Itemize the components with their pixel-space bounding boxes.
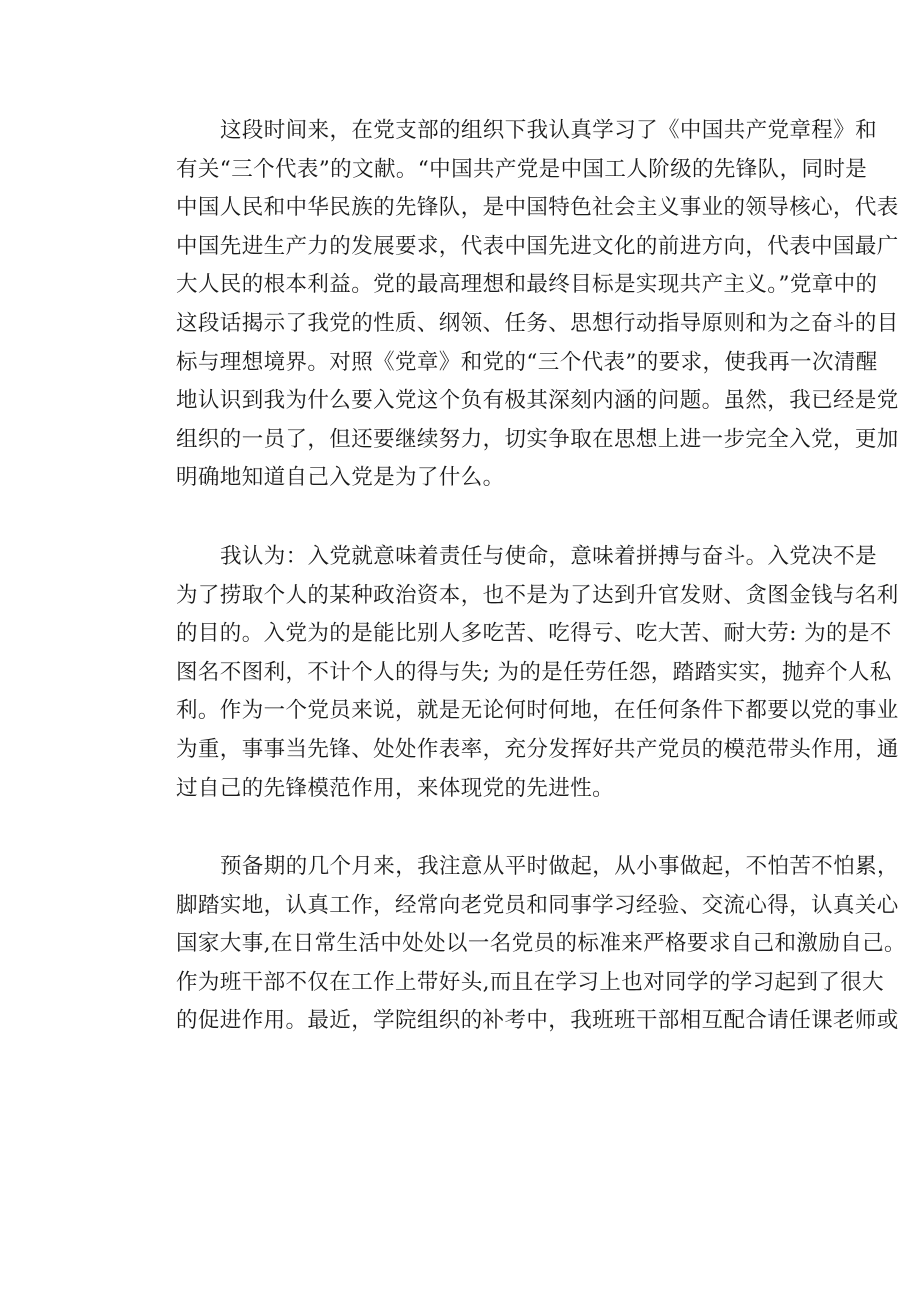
paragraph-line: 预备期的几个月来，我注意从平时做起，从小事做起，不怕苦不怕累，	[220, 854, 899, 880]
paragraph-line: 地认识到我为什么要入党这个负有极其深刻内涵的问题。虽然，我已经是党	[176, 388, 899, 414]
paragraph-line: 的目的。入党为的是能比别人多吃苦、吃得亏、吃大苦、耐大劳: 为的是不	[176, 621, 892, 647]
paragraph-line: 这段话揭示了我党的性质、纲领、任务、思想行动指导原则和为之奋斗的目	[176, 310, 899, 336]
paragraph-line: 有关“三个代表”的文献。“中国共产党是中国工人阶级的先锋队，同时是	[176, 156, 868, 182]
paragraph-line: 为了捞取个人的某种政治资本，也不是为了达到升官发财、贪图金钱与名利	[176, 582, 899, 608]
paragraph-line: 作为班干部不仅在工作上带好头,而且在学习上也对同学的学习起到了很大	[176, 969, 885, 995]
paragraph-line: 我认为：入党就意味着责任与使命，意味着拼搏与奋斗。入党决不是	[220, 543, 878, 569]
paragraph-line: 明确地知道自己入党是为了什么。	[176, 465, 505, 491]
paragraph-line: 标与理想境界。对照《党章》和党的“三个代表”的要求，使我再一次清醒	[176, 349, 878, 375]
paragraph-line: 过自己的先锋模范作用，来体现党的先进性。	[176, 775, 615, 801]
paragraph-line: 的促进作用。最近，学院组织的补考中，我班班干部相互配合请任课老师或	[176, 1008, 899, 1034]
paragraph-line: 中国先进生产力的发展要求，代表中国先进文化的前进方向，代表中国最广	[176, 233, 899, 259]
paragraph-line: 利。作为一个党员来说，就是无论何时何地，在任何条件下都要以党的事业	[176, 698, 899, 724]
paragraph-line: 脚踏实地，认真工作，经常向老党员和同事学习经验、交流心得，认真关心	[176, 892, 899, 918]
paragraph-line: 图名不图利，不计个人的得与失; 为的是任劳任怨，踏踏实实，抛弃个人私	[176, 659, 892, 685]
paragraph-2	[133, 538, 899, 808]
paragraph-1	[133, 112, 899, 498]
document-body	[133, 112, 906, 1081]
paragraph-line: 为重，事事当先锋、处处作表率，充分发挥好共产党员的模范带头作用，通	[176, 736, 899, 762]
paragraph-line: 这段时间来，在党支部的组织下我认真学习了《中国共产党章程》和	[220, 118, 878, 143]
paragraph-line: 国家大事,在日常生活中处处以一名党员的标准来严格要求自己和激励自己。	[176, 931, 906, 957]
paragraph-line: 大人民的根本利益。党的最高理想和最终目标是实现共产主义。”党章中的	[176, 272, 878, 298]
paragraph-3	[133, 848, 906, 1041]
paragraph-line: 组织的一员了，但还要继续努力，切实争取在思想上进一步完全入党，更加	[176, 426, 899, 452]
paragraph-line: 中国人民和中华民族的先锋队，是中国特色社会主义事业的领导核心，代表	[176, 195, 899, 221]
